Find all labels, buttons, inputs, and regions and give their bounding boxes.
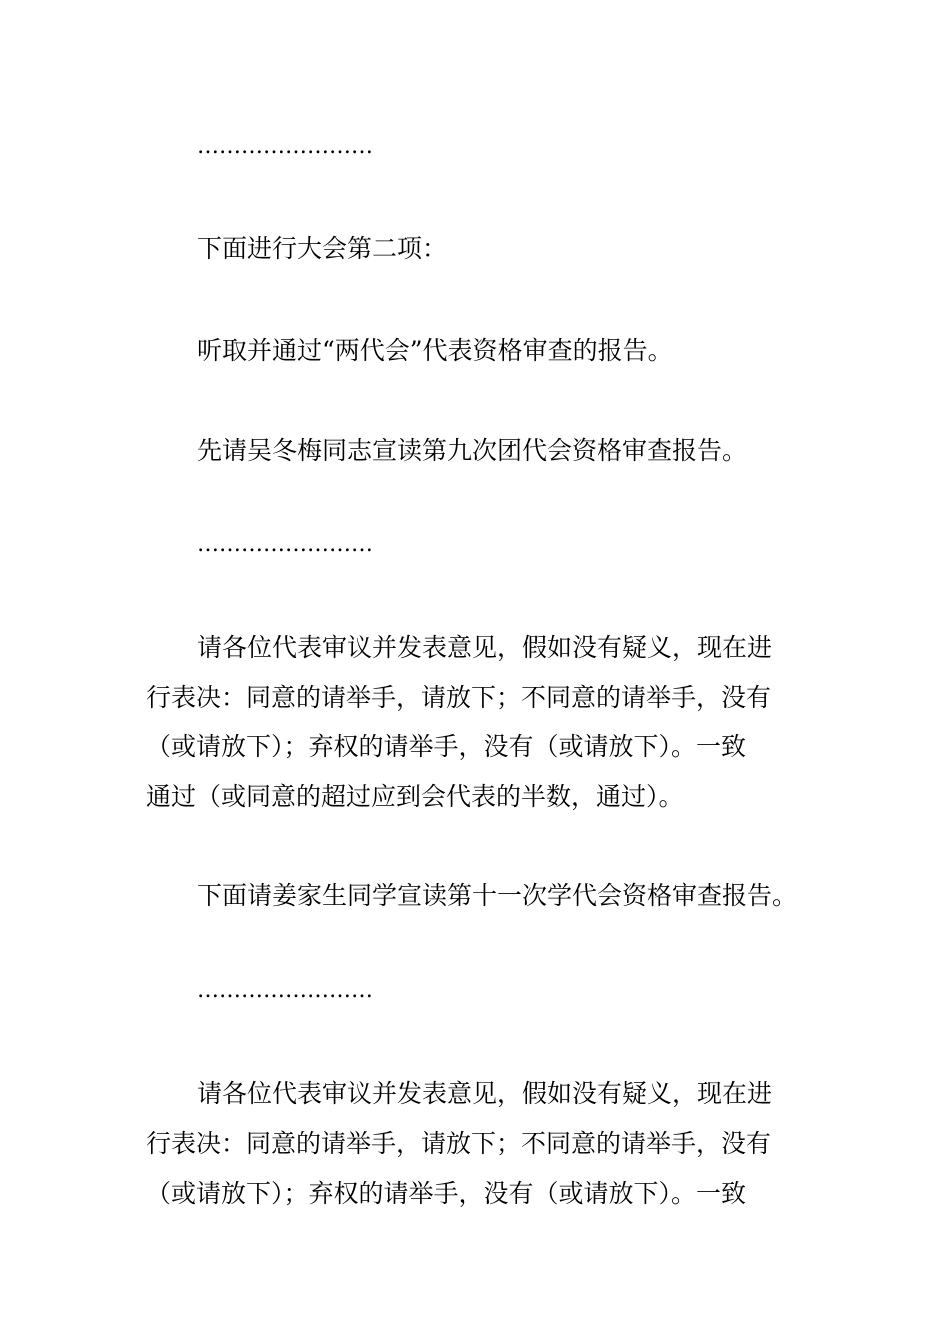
vote-paragraph-line: （或请放下）；弃权的请举手，没有（或请放下）。一致	[146, 1179, 747, 1208]
vote-paragraph-line: 行表决：同意的请举手，请放下；不同意的请举手，没有	[146, 683, 772, 712]
separator-dots: ……………………	[197, 532, 373, 557]
vote-paragraph-line: 请各位代表审议并发表意见，假如没有疑义，现在进	[197, 633, 773, 662]
vote-paragraph-line: 请各位代表审议并发表意见，假如没有疑义，现在进	[197, 1079, 773, 1108]
vote-paragraph-line: （或请放下）；弃权的请举手，没有（或请放下）。一致	[146, 732, 747, 761]
agenda-item-title: 听取并通过“两代会”代表资格审查的报告。	[197, 336, 673, 365]
vote-paragraph-line: 通过（或同意的超过应到会代表的半数，通过）。	[146, 782, 684, 811]
agenda-item-intro: 下面进行大会第二项：	[197, 234, 448, 263]
vote-paragraph-line: 行表决：同意的请举手，请放下；不同意的请举手，没有	[146, 1129, 772, 1158]
report-request-paragraph: 先请吴冬梅同志宣读第九次团代会资格审查报告。	[197, 436, 748, 465]
report-request-paragraph: 下面请姜家生同学宣读第十一次学代会资格审查报告。	[197, 881, 798, 910]
separator-dots: ……………………	[197, 134, 373, 159]
separator-dots: ……………………	[197, 978, 373, 1003]
